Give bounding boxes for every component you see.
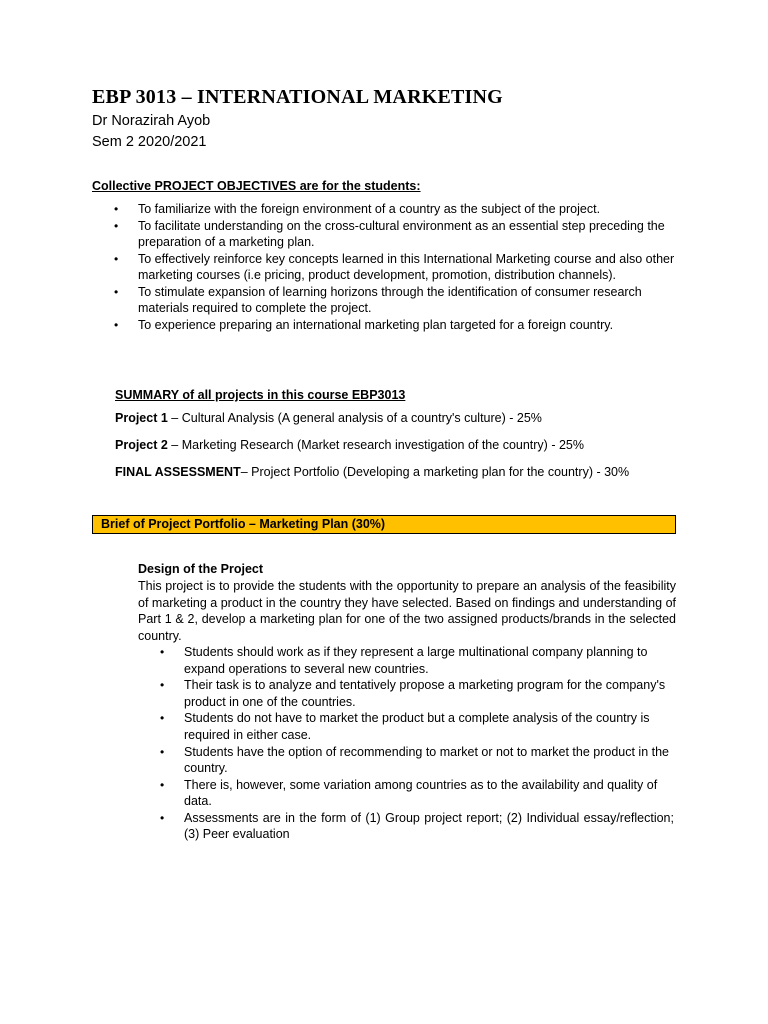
objective-item: • To familiarize with the foreign environment of a country as the subject of the project. [92,201,682,218]
design-list [138,644,676,843]
project-label: Project 1 [115,411,168,425]
design-item: • Students do not have to market the product but a complete analysis of the country is required in either case. [138,710,676,743]
project-1-line [115,411,542,425]
objective-item: • To facilitate understanding on the cross-cultural environment as an essential step preceding the preparation of a marketing plan. [92,218,682,251]
project-2-line [115,438,584,452]
design-item: • Their task is to analyze and tentatively propose a marketing program for the company's product in one of the countries. [138,677,676,710]
objective-item: • To experience preparing an international marketing plan targeted for a foreign country. [92,317,682,334]
final-assessment-line [115,465,629,479]
objectives-list [92,201,682,333]
design-paragraph: This project is to provide the students with the opportunity to prepare an analysis of the feasibility of marketing a product in the country they have selected. Based on findings and understanding of Part 1 & 2, develop a marketing plan for one of the two assigned products/brands in the selected country. [138,579,676,643]
author-name: Dr Norazirah Ayob [92,113,211,129]
project-description: – Project Portfolio (Developing a marketing plan for the country) - 30% [240,465,630,479]
design-item: • Assessments are in the form of (1) Group project report; (2) Individual essay/reflection; (3) Peer evaluation [138,810,676,843]
objective-item: • To effectively reinforce key concepts learned in this International Marketing course and also other marketing courses (i.e pricing, product development, promotion, distribution channels). [92,251,682,284]
summary-heading: SUMMARY of all projects in this course EBP3013 [115,388,406,402]
project-label: FINAL ASSESSMENT [115,465,241,479]
semester-label: Sem 2 2020/2021 [92,134,207,150]
design-heading: Design of the Project [138,562,264,576]
project-label: Project 2 [115,438,168,452]
design-item: • There is, however, some variation among countries as to the availability and quality of data. [138,777,676,810]
course-title: EBP 3013 – INTERNATIONAL MARKETING [92,86,503,108]
design-item: • Students should work as if they represent a large multinational company planning to expand operations to several new countries. [138,644,676,677]
design-item: • Students have the option of recommending to market or not to market the product in the country. [138,744,676,777]
brief-banner: Brief of Project Portfolio – Marketing Plan (30%) [92,515,676,534]
objective-item: • To stimulate expansion of learning horizons through the identification of consumer research materials required to complete the project. [92,284,682,317]
project-description: – Marketing Research (Market research investigation of the country) - 25% [167,438,584,452]
project-description: – Cultural Analysis (A general analysis of a country's culture) - 25% [167,411,542,425]
objectives-heading: Collective PROJECT OBJECTIVES are for the students: [92,179,421,193]
